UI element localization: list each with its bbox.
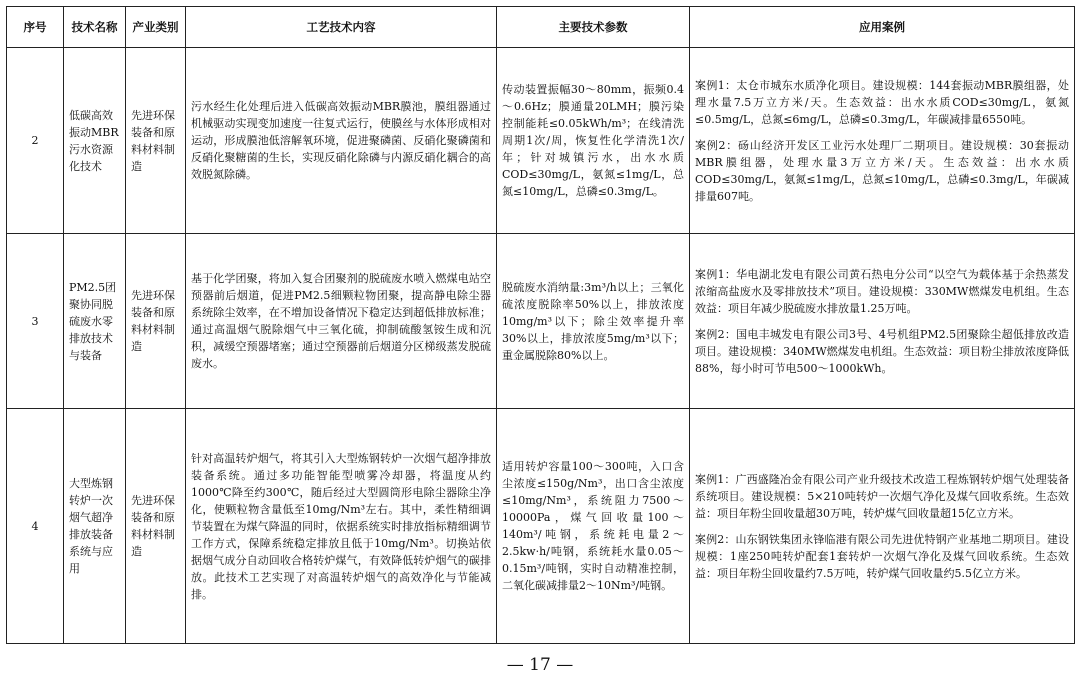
case-2: 案例2：山东钢铁集团永锋临港有限公司先进优特钢产业基地二期项目。建设规模：1座250吨转炉配套1套转炉一次烟气净化及煤气回收系统。生态效益：项目年粉尘回收量约7.5万吨，转炉煤气回收量约5.5亿立方米。 bbox=[695, 532, 1069, 580]
application-cases bbox=[690, 234, 1075, 409]
tech-name: 大型炼钢转炉一次烟气超净排放装备系统与应用 bbox=[64, 409, 126, 644]
case-2: 案例2：国电丰城发电有限公司3号、4号机组PM2.5团聚除尘超低排放改造项目。建设规模：340MW燃煤发电机组。生态效益：项目粉尘排放浓度降低88%，每小时可节电500～1000kWh。 bbox=[695, 327, 1069, 375]
process-description: 污水经生化处理后进入低碳高效振动MBR膜池，膜组器通过机械驱动实现变加速度一往复式运行，使膜丝与水体形成相对运动，形成膜池低溶解氧环境，促进聚磷菌、反硝化聚磷菌和反硝化聚糖菌的生长，实现反硝化除磷与内源反硝化耦合的高效脱氮除磷。 bbox=[186, 48, 497, 234]
table-row bbox=[7, 48, 1075, 234]
technical-parameters: 适用转炉容量100～300吨，入口含尘浓度≤150g/Nm³，出口含尘浓度≤10mg/Nm³，系统阻力7500～10000Pa，煤气回收量100～140m³/吨钢，系统耗电量2～2.5kw·h/吨钢，系统耗水量0.05～0.15m³/吨钢，实时自动精准控制，二氧化碳减排量2～10Nm³/吨钢。 bbox=[497, 409, 690, 644]
header-category: 产业类别 bbox=[126, 7, 186, 48]
technical-parameters: 脱硫废水消纳量:3m³/h以上；三氧化硫浓度脱除率50%以上，排放浓度10mg/m³以下；除尘效率提升率30%以上，排放浓度5mg/m³以下；重金属脱除80%以上。 bbox=[497, 234, 690, 409]
case-1: 案例1：华电湖北发电有限公司黄石热电分公司“以空气为载体基于余热蒸发浓缩高盐废水及零排放技术”项目。建设规模：330MW燃煤发电机组。生态效益：项目年减少脱硫废水排放量1.25万吨。 bbox=[695, 267, 1069, 315]
table-row bbox=[7, 409, 1075, 644]
process-description: 针对高温转炉烟气，将其引入大型炼钢转炉一次烟气超净排放装备系统。通过多功能智能型喷雾冷却器，将温度从约1000℃降至约300℃，随后经过大型圆筒形电除尘器除尘净化，使颗粒物含量低至10mg/Nm³左右。其中，柔性精细调节装置在为煤气降温的同时，依据系统实时排放指标精细调节工作方式，保障系统稳定排放且低于10mg/Nm³。切换站依据烟气成分自动回收合格转炉煤气，有效降低转炉烟气的碳排放。此技术工艺实现了对高温转炉烟气的高效净化与节能减排。 bbox=[186, 409, 497, 644]
page-number: — 17 — bbox=[506, 655, 574, 675]
technology-table bbox=[6, 6, 1075, 644]
application-cases bbox=[690, 48, 1075, 234]
technical-parameters: 传动装置振幅30～80mm，振频0.4～0.6Hz；膜通量20LMH；膜污染控制能耗≤0.05kWh/m³；在线清洗周期1次/周，恢复性化学清洗1次/年；针对城镇污水，出水水质COD≤30mg/L，氨氮≤1mg/L，总氮≤10mg/L，总磷≤0.3mg/L。 bbox=[497, 48, 690, 234]
industry-category: 先进环保装备和原料材料制造 bbox=[126, 234, 186, 409]
industry-category: 先进环保装备和原料材料制造 bbox=[126, 409, 186, 644]
application-cases bbox=[690, 409, 1075, 644]
header-cases: 应用案例 bbox=[690, 7, 1075, 48]
process-description: 基于化学团聚，将加入复合团聚剂的脱硫废水喷入燃煤电站空预器前后烟道，促进PM2.5细颗粒物团聚，提高静电除尘器系统除尘效率，在不增加设备情况下稳定达到超低排放标准；通过高温烟气脱除烟气中三氧化硫，抑制硫酸氢铵生成和沉积，减缓空预器堵塞；通过空预器前后烟道分区梯级蒸发脱硫废水。 bbox=[186, 234, 497, 409]
tech-name: PM2.5团聚协同脱硫废水零排放技术与装备 bbox=[64, 234, 126, 409]
row-number: 3 bbox=[7, 234, 64, 409]
tech-name: 低碳高效振动MBR污水资源化技术 bbox=[64, 48, 126, 234]
industry-category: 先进环保装备和原料材料制造 bbox=[126, 48, 186, 234]
table-row bbox=[7, 234, 1075, 409]
row-number: 2 bbox=[7, 48, 64, 234]
case-1: 案例1：广西盛隆冶金有限公司产业升级技术改造工程炼钢转炉烟气处理装备系统项目。建设规模：5×210吨转炉一次烟气净化及煤气回收系统。生态效益：项目年粉尘回收量超30万吨，转炉煤气回收量超15亿立方米。 bbox=[695, 472, 1069, 520]
header-no: 序号 bbox=[7, 7, 64, 48]
row-number: 4 bbox=[7, 409, 64, 644]
case-2: 案例2：砀山经济开发区工业污水处理厂二期项目。建设规模：30套振动MBR膜组器，处理水量3万立方米/天。生态效益：出水水质COD≤30mg/L，氨氮≤1mg/L，总氮≤10mg/L，总磷≤0.3mg/L，年碳减排量607吨。 bbox=[695, 138, 1069, 203]
case-1: 案例1：太仓市城东水质净化项目。建设规模：144套振动MBR膜组器，处理水量7.5万立方米/天。生态效益：出水水质COD≤30mg/L，氨氮≤0.5mg/L，总氮≤6mg/L，总磷≤0.3mg/L，年碳减排量6550吨。 bbox=[695, 78, 1069, 126]
header-params: 主要技术参数 bbox=[497, 7, 690, 48]
header-name: 技术名称 bbox=[64, 7, 126, 48]
header-row bbox=[7, 7, 1075, 48]
header-desc: 工艺技术内容 bbox=[186, 7, 497, 48]
